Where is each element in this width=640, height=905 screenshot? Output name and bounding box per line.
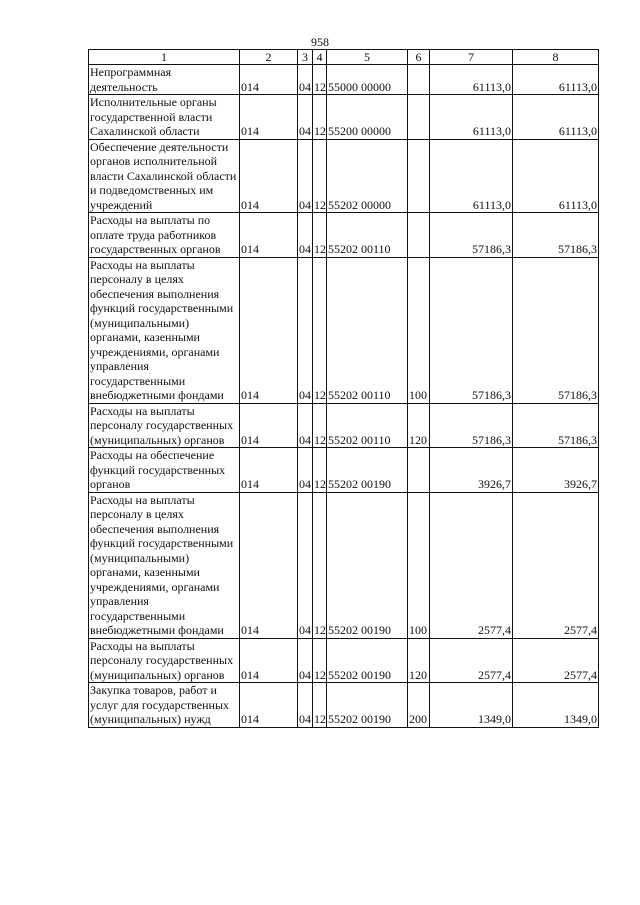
- row-name: Расходы на выплаты персоналу государственных (муниципальных) органов: [89, 638, 240, 683]
- cell-col4: 12: [313, 683, 327, 728]
- cell-col8: 3926,7: [513, 448, 599, 493]
- cell-col8: 57186,3: [513, 213, 599, 258]
- table-row: [89, 65, 599, 95]
- column-header-7: 7: [430, 50, 513, 65]
- cell-col4: 12: [313, 492, 327, 638]
- cell-col2: 014: [240, 403, 298, 448]
- cell-col4: 12: [313, 403, 327, 448]
- table-row: [89, 95, 599, 140]
- row-name: Расходы на обеспечение функций государственных органов: [89, 448, 240, 493]
- column-header-8: 8: [513, 50, 599, 65]
- cell-col5: 55202 00110: [327, 213, 408, 258]
- header-row: [89, 50, 599, 65]
- cell-col7: 2577,4: [430, 638, 513, 683]
- cell-col6: 100: [408, 257, 430, 403]
- cell-col6: [408, 213, 430, 258]
- cell-col3: 04: [298, 95, 313, 140]
- row-name: Расходы на выплаты персоналу государственных (муниципальных) органов: [89, 403, 240, 448]
- cell-col5: 55202 00190: [327, 638, 408, 683]
- table-row: [89, 448, 599, 493]
- column-header-6: 6: [408, 50, 430, 65]
- cell-col8: 57186,3: [513, 257, 599, 403]
- cell-col4: 12: [313, 95, 327, 140]
- cell-col2: 014: [240, 683, 298, 728]
- cell-col5: 55202 00110: [327, 257, 408, 403]
- cell-col2: 014: [240, 638, 298, 683]
- cell-col3: 04: [298, 638, 313, 683]
- cell-col6: [408, 139, 430, 213]
- table-row: [89, 492, 599, 638]
- cell-col2: 014: [240, 448, 298, 493]
- table-row: [89, 638, 599, 683]
- cell-col2: 014: [240, 95, 298, 140]
- cell-col4: 12: [313, 638, 327, 683]
- table-row: [89, 683, 599, 728]
- row-name: Закупка товаров, работ и услуг для государственных (муниципальных) нужд: [89, 683, 240, 728]
- cell-col7: 61113,0: [430, 95, 513, 140]
- cell-col3: 04: [298, 403, 313, 448]
- cell-col5: 55202 00190: [327, 492, 408, 638]
- cell-col6: 120: [408, 403, 430, 448]
- cell-col2: 014: [240, 492, 298, 638]
- cell-col7: 1349,0: [430, 683, 513, 728]
- cell-col4: 12: [313, 139, 327, 213]
- cell-col8: 61113,0: [513, 65, 599, 95]
- table-row: [89, 403, 599, 448]
- cell-col2: 014: [240, 257, 298, 403]
- cell-col7: 57186,3: [430, 257, 513, 403]
- cell-col5: 55202 00190: [327, 683, 408, 728]
- cell-col7: 57186,3: [430, 403, 513, 448]
- cell-col7: 61113,0: [430, 65, 513, 95]
- table-row: [89, 257, 599, 403]
- cell-col8: 2577,4: [513, 638, 599, 683]
- cell-col5: 55202 00190: [327, 448, 408, 493]
- cell-col3: 04: [298, 139, 313, 213]
- table-row: [89, 139, 599, 213]
- cell-col4: 12: [313, 257, 327, 403]
- cell-col5: 55202 00000: [327, 139, 408, 213]
- column-header-5: 5: [327, 50, 408, 65]
- cell-col8: 2577,4: [513, 492, 599, 638]
- cell-col7: 2577,4: [430, 492, 513, 638]
- budget-table: [88, 49, 599, 728]
- cell-col7: 61113,0: [430, 139, 513, 213]
- row-name: Обеспечение деятельности органов исполнительной власти Сахалинской области и подведомственных им учреждений: [89, 139, 240, 213]
- cell-col4: 12: [313, 213, 327, 258]
- table-row: [89, 213, 599, 258]
- cell-col8: 61113,0: [513, 139, 599, 213]
- column-header-3: 3: [298, 50, 313, 65]
- column-header-2: 2: [240, 50, 298, 65]
- cell-col4: 12: [313, 448, 327, 493]
- cell-col6: [408, 65, 430, 95]
- row-name: Исполнительные органы государственной власти Сахалинской области: [89, 95, 240, 140]
- cell-col3: 04: [298, 213, 313, 258]
- cell-col6: 100: [408, 492, 430, 638]
- cell-col5: 55000 00000: [327, 65, 408, 95]
- column-header-4: 4: [313, 50, 327, 65]
- row-name: Расходы на выплаты по оплате труда работников государственных органов: [89, 213, 240, 258]
- row-name: Расходы на выплаты персоналу в целях обеспечения выполнения функций государственными (муниципальными) органами, казенными учреждениями, органами управления государственными внебюджетными фондами: [89, 257, 240, 403]
- row-name: Непрограммная деятельность: [89, 65, 240, 95]
- cell-col4: 12: [313, 65, 327, 95]
- cell-col6: [408, 95, 430, 140]
- cell-col2: 014: [240, 65, 298, 95]
- cell-col2: 014: [240, 139, 298, 213]
- cell-col3: 04: [298, 257, 313, 403]
- cell-col6: 120: [408, 638, 430, 683]
- cell-col2: 014: [240, 213, 298, 258]
- cell-col5: 55202 00110: [327, 403, 408, 448]
- cell-col8: 1349,0: [513, 683, 599, 728]
- cell-col3: 04: [298, 492, 313, 638]
- cell-col5: 55200 00000: [327, 95, 408, 140]
- cell-col7: 3926,7: [430, 448, 513, 493]
- cell-col8: 61113,0: [513, 95, 599, 140]
- cell-col7: 57186,3: [430, 213, 513, 258]
- cell-col6: [408, 448, 430, 493]
- column-header-1: 1: [89, 50, 240, 65]
- cell-col3: 04: [298, 683, 313, 728]
- cell-col3: 04: [298, 448, 313, 493]
- row-name: Расходы на выплаты персоналу в целях обеспечения выполнения функций государственными (муниципальными) органами, казенными учреждениями, органами управления государственными внебюджетными фондами: [89, 492, 240, 638]
- cell-col3: 04: [298, 65, 313, 95]
- cell-col8: 57186,3: [513, 403, 599, 448]
- page-number: 958: [311, 35, 329, 49]
- cell-col6: 200: [408, 683, 430, 728]
